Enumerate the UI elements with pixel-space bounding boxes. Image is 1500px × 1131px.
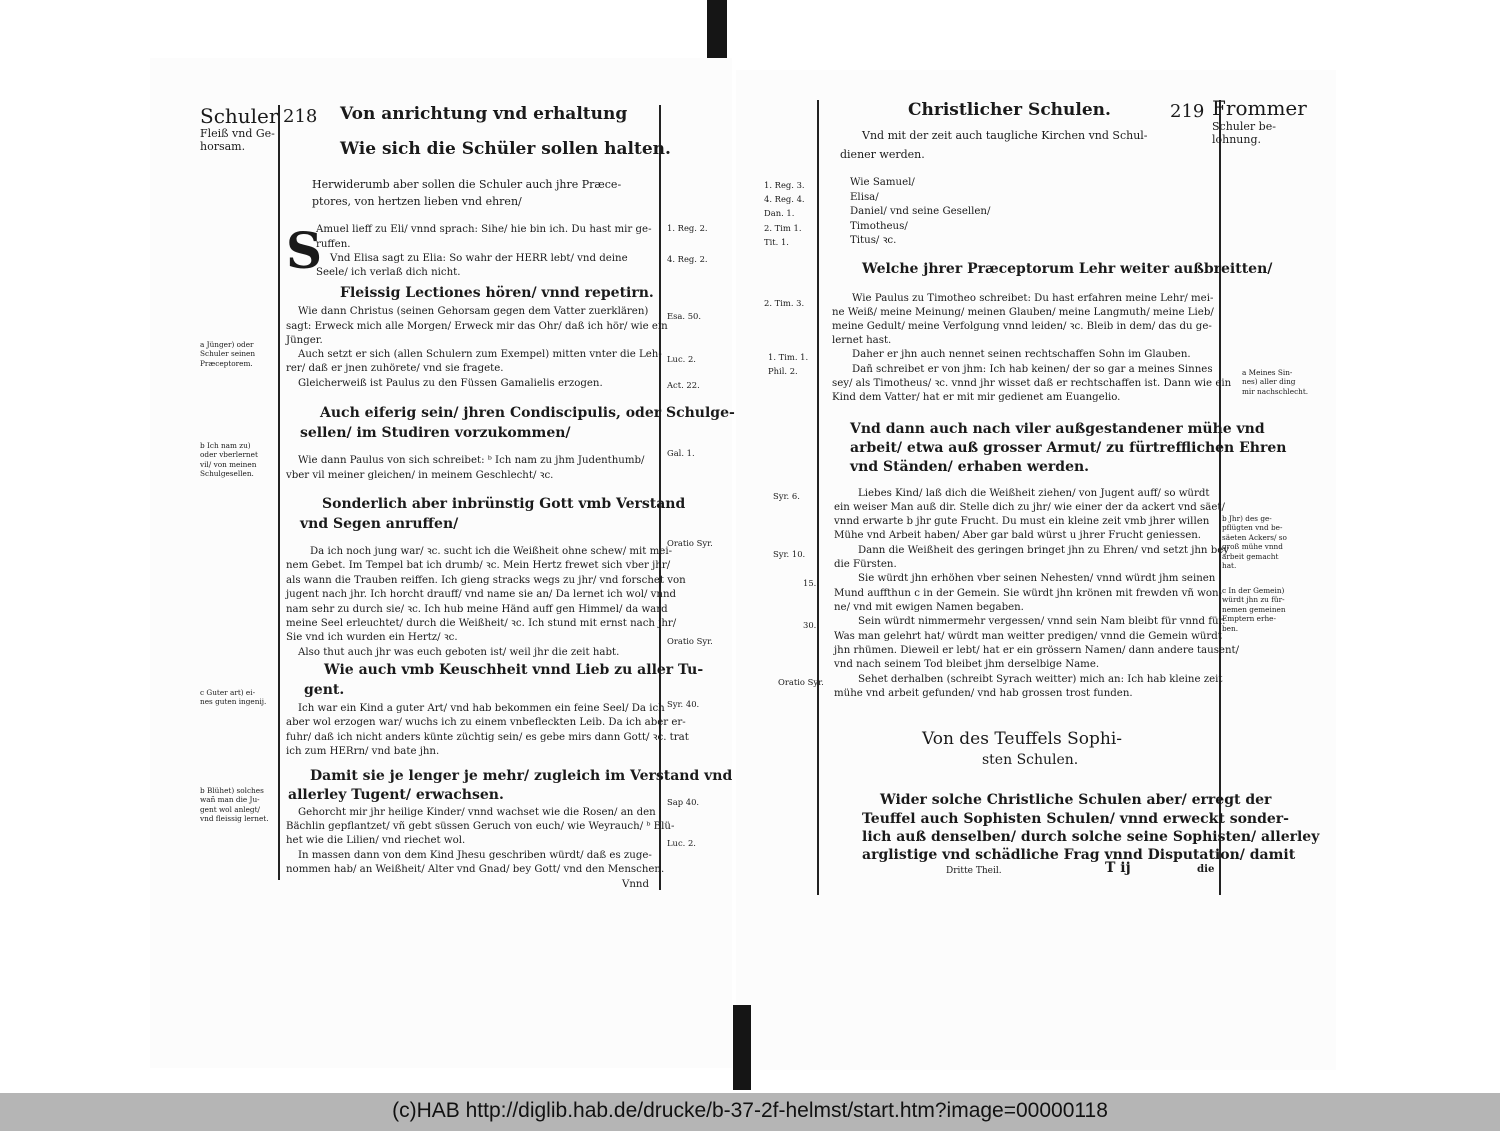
right-ref: 2. Tim 1. <box>764 223 802 233</box>
right-ref: 15. <box>803 578 817 588</box>
right-corner-sub-2: lohnung. <box>1212 133 1262 146</box>
right-intro-2: diener werden. <box>840 148 925 161</box>
syr-line-4: Mühe vnd Arbeit haben/ Aber gar bald würst u jhrer Frucht geniessen. <box>834 530 1202 541</box>
oratio-line-2: nem Gebet. Im Tempel bat ich drumb/ ꝛc. Mein Hertz frewet sich vber jhr/ <box>286 560 671 571</box>
left-note-b2: b Blühet) solches wañ man die Ju- gent wol anlegt/ vnd fleissig lernet. <box>200 786 269 824</box>
list-item: Daniel/ vnd seine Gesellen/ <box>850 206 991 217</box>
christus-line-4: Auch setzt er sich (allen Schulern zum Exempel) mitten vnter die Leh- <box>298 349 662 360</box>
right-outer-rule <box>1219 100 1221 895</box>
left-note-b: b Ich nam zu) oder vberlernet vil/ von meinen Schulgesellen. <box>200 441 258 479</box>
syr-line-15: mühe vnd arbeit gefunden/ vnd hab grossen trost funden. <box>834 688 1133 699</box>
gehorcht-line-1: Gehorcht mir jhr heilige Kinder/ vnnd wachset wie die Rosen/ an den <box>298 807 656 818</box>
paulus-line-2: vber vil meiner gleichen/ in meinem Geschlecht/ ꝛc. <box>286 470 554 481</box>
christus-line-1: Wie dann Christus (seinen Gehorsam gegen dem Vatter zuerklären) <box>298 306 649 317</box>
syr-line-8: Mund auffthun c in der Gemein. Sie würdt jhn krönen mit frewden vñ won- <box>834 588 1223 599</box>
syr-line-7: Sie würdt jhn erhöhen vber seinen Nehesten/ vnnd würdt jhm seinen <box>858 573 1216 584</box>
left-section-title: Wie sich die Schüler sollen halten. <box>340 139 671 159</box>
intro-line-2: ptores, von hertzen lieben vnd ehren/ <box>312 195 522 208</box>
heading-keuschheit-1: Wie auch vmb Keuschheit vnnd Lieb zu aller Tu- <box>324 662 704 678</box>
right-note-b: b Jhr) des ge- pflügten vnd be- säeten Ackers/ so groß mühe vnnd arbeit gemacht hat. <box>1222 514 1287 571</box>
wider-line-4: arglistige vnd schädliche Frag vnnd Disputation/ damit <box>862 847 1296 863</box>
right-running-head: Christlicher Schulen. <box>908 100 1111 120</box>
kind-line-1: Ich war ein Kind a guter Art/ vnd hab bekommen ein feine Seel/ Da ich <box>298 703 665 714</box>
list-item: Wie Samuel/ <box>850 177 915 188</box>
syr-line-6: die Fürsten. <box>834 559 897 570</box>
left-ref: Sap 40. <box>667 797 700 807</box>
wider-line-1: Wider solche Christliche Schulen aber/ erregt der <box>880 792 1272 808</box>
kind-line-3: fuhr/ daß ich nicht anders künte züchtig sein/ es gebe mirs dann Gott/ ꝛc. trat <box>286 732 689 743</box>
timo-line-6: Dañ schreibet er von jhm: Ich hab keinen/ der so gar a meines Sinnes <box>852 364 1213 375</box>
binding-shadow-bottom <box>733 1005 751 1090</box>
right-ref: Syr. 10. <box>773 549 806 559</box>
heading-teuffels-1: Von des Teuffels Sophi- <box>922 729 1122 749</box>
syr-line-2: ein weiser Man auß dir. Stelle dich zu jhr/ wie einer der da ackert vnd säet/ <box>834 502 1225 513</box>
right-page-number: 219 <box>1170 101 1205 122</box>
syr-line-11: Was man gelehrt hat/ würdt man weitter predigen/ vnnd die Gemein würdt <box>834 631 1222 642</box>
left-running-head: Von anrichtung vnd erhaltung <box>340 104 628 124</box>
heading-vnd-1: Vnd dann auch nach viler außgestandener mühe vnd <box>850 421 1265 437</box>
timo-line-5: Daher er jhn auch nennet seinen rechtschaffen Sohn im Glauben. <box>852 349 1191 360</box>
heading-fleissig: Fleissig Lectiones hören/ vnnd repetirn. <box>340 285 654 301</box>
syr-line-5: Dann die Weißheit des geringen bringet jhn zu Ehren/ vnd setzt jhn bey <box>858 545 1230 556</box>
timo-line-7: sey/ als Timotheus/ ꝛc. vnnd jhr wisset daß er rechtschaffen ist. Dann wie ein <box>832 378 1232 389</box>
heading-welche: Welche jhrer Præceptorum Lehr weiter außbreitten/ <box>862 261 1273 277</box>
heading-keuschheit-2: gent. <box>304 682 345 698</box>
oratio-line-7: Sie vnd ich wurden ein Hertz/ ꝛc. <box>286 632 458 643</box>
syr-line-10: Sein würdt nimmermehr vergessen/ vnnd sein Nam bleibt für vnnd für. <box>858 616 1226 627</box>
right-ref: Dan. 1. <box>764 208 795 218</box>
credit-url: (c)HAB http://diglib.hab.de/drucke/b-37-2f-helmst/start.htm?image=00000118 <box>392 1099 1108 1122</box>
heading-eiferig-2: sellen/ im Studiren vorzukommen/ <box>300 425 571 441</box>
samuel-line-1: Amuel lieff zu Eli/ vnnd sprach: Sihe/ hie bin ich. Du hast mir ge- <box>316 224 652 235</box>
wider-line-3: lich auß denselben/ durch solche seine Sophisten/ allerley <box>862 829 1320 845</box>
signature-mark: T ij <box>1105 860 1131 876</box>
heading-vnd-3: vnd Ständen/ erhaben werden. <box>850 459 1090 475</box>
right-ref: 2. Tim. 3. <box>764 298 805 308</box>
samuel-line-2: ruffen. <box>316 239 351 250</box>
left-ref: 1. Reg. 2. <box>667 223 708 233</box>
right-note-c: c In der Gemein) würdt jhn zu für- nemen gemeinen Emptern erhe- ben. <box>1222 586 1286 633</box>
right-ref: 4. Reg. 4. <box>764 194 805 204</box>
left-inner-rule <box>278 105 280 880</box>
right-ref: Syr. 6. <box>773 491 800 501</box>
left-ref: Oratio Syr. <box>667 538 713 548</box>
drop-cap: S <box>286 221 323 280</box>
christus-line-6: Gleicherweiß ist Paulus zu den Füssen Gamalielis erzogen. <box>298 378 603 389</box>
right-corner-sub-1: Schuler be- <box>1212 120 1276 133</box>
gehorcht-line-3: het wie die Lilien/ vnd riechet wol. <box>286 835 466 846</box>
kind-line-2: aber wol erzogen war/ wuchs ich zu einem vnbefleckten Leib. Da ich aber er- <box>286 717 686 728</box>
left-ref: Luc. 2. <box>667 354 696 364</box>
left-ref: Oratio Syr. <box>667 636 713 646</box>
heading-teuffels-2: sten Schulen. <box>982 752 1079 768</box>
binding-shadow-top <box>707 0 727 58</box>
left-ref: Gal. 1. <box>667 448 695 458</box>
syr-line-3: vnnd erwarte b jhr gute Frucht. Du must ein kleine zeit vmb jhrer willen <box>834 516 1210 527</box>
oratio-line-3: als wann die Trauben reiffen. Ich gieng stracks wegs zu jhr/ vnd forschet von <box>286 575 686 586</box>
oratio-line-4: jugent nach jhr. Ich horcht drauff/ vnd name sie an/ Da lernet ich wol/ vnnd <box>286 589 677 600</box>
syr-line-1: Liebes Kind/ laß dich die Weißheit ziehen/ von Jugent auff/ so würdt <box>858 488 1210 499</box>
left-ref: Esa. 50. <box>667 311 702 321</box>
left-note-a: a Jünger) oder Schuler seinen Præceptorem. <box>200 340 256 368</box>
right-ref: Oratio Syr. <box>778 677 824 687</box>
christus-line-2: sagt: Erweck mich alle Morgen/ Erweck mir das Ohr/ daß ich hör/ wie ein <box>286 321 668 332</box>
samuel-line-3: Vnd Elisa sagt zu Elia: So wahr der HERR lebt/ vnd deine <box>330 253 628 264</box>
left-corner-title: Schuler <box>200 104 279 128</box>
right-ref: 30. <box>803 620 817 630</box>
oratio-line-1: Da ich noch jung war/ ꝛc. sucht ich die Weißheit ohne schew/ mit mei- <box>310 546 673 557</box>
timo-line-4: lernet hast. <box>832 335 892 346</box>
list-item: Titus/ ꝛc. <box>850 235 897 246</box>
syr-line-14: Sehet derhalben (schreibt Syrach weitter) mich an: Ich hab kleine zeit <box>858 674 1223 685</box>
gehorcht-line-2: Bächlin gepflantzet/ vñ gebt süssen Geruch von euch/ wie Weyrauch/ ᵇ Blü- <box>286 821 675 832</box>
right-note-a: a Meines Sin- nes) aller ding mir nachschlecht. <box>1242 368 1309 396</box>
christus-line-5: rer/ daß er jnen zuhörete/ vnd sie fragete. <box>286 363 504 374</box>
syr-line-13: vnd nach seinem Tod bleibet jhm derselbige Name. <box>834 659 1100 670</box>
left-corner-sub-1: Fleiß vnd Ge- <box>200 127 275 140</box>
samuel-line-4: Seele/ ich verlaß dich nicht. <box>316 267 461 278</box>
left-ref: 4. Reg. 2. <box>667 254 708 264</box>
timo-line-1: Wie Paulus zu Timotheo schreibet: Du hast erfahren meine Lehr/ mei- <box>852 293 1214 304</box>
heading-damit-1: Damit sie je lenger je mehr/ zugleich im Verstand vnd <box>310 768 733 784</box>
paulus-line-1: Wie dann Paulus von sich schreibet: ᵇ Ich nam zu jhm Judenthumb/ <box>298 455 645 466</box>
timo-line-8: Kind dem Vatter/ hat er mit mir gedienet am Euangelio. <box>832 392 1121 403</box>
oratio-line-6: meine Seel erleuchtet/ durch die Weißheit/ ꝛc. Ich stund mit ernst nach jhr/ <box>286 618 677 629</box>
heading-sonderlich-2: vnd Segen anruffen/ <box>300 516 459 532</box>
heading-vnd-2: arbeit/ etwa auß grosser Armut/ zu fürtrefflichen Ehren <box>850 440 1287 456</box>
gehorcht-line-4: In massen dann von dem Kind Jhesu geschriben würdt/ daß es zuge- <box>298 850 652 861</box>
right-ref: 1. Reg. 3. <box>764 180 805 190</box>
right-corner-title: Frommer <box>1212 96 1307 120</box>
gehorcht-line-5: nommen hab/ an Weißheit/ Alter vnd Gnad/ bey Gott/ vnd den Menschen. <box>286 864 665 875</box>
left-ref: Syr. 40. <box>667 699 700 709</box>
oratio-line-5: nam sehr zu durch sie/ ꝛc. Ich hub meine Händ auff gen Himmel/ da ward <box>286 604 668 615</box>
left-corner-sub-2: horsam. <box>200 140 246 153</box>
left-ref: Luc. 2. <box>667 838 696 848</box>
left-note-c: c Guter art) ei- nes guten ingenij. <box>200 688 267 707</box>
christus-line-3: Jünger. <box>286 335 323 346</box>
timo-line-2: ne Weiß/ meine Meinung/ meinen Glauben/ meine Langmuth/ meine Lieb/ <box>832 307 1214 318</box>
syr-line-9: ne/ vnd mit ewigen Namen begaben. <box>834 602 1024 613</box>
right-catchword: die <box>1197 863 1215 875</box>
right-ref: Tit. 1. <box>764 237 789 247</box>
syr-line-12: jhn rhümen. Dieweil er lebt/ hat er ein grössern Namen/ dann andere tausent/ <box>834 645 1240 656</box>
right-footer-label: Dritte Theil. <box>946 866 1002 876</box>
list-item: Elisa/ <box>850 192 879 203</box>
wider-line-2: Teuffel auch Sophisten Schulen/ vnnd erweckt sonder- <box>862 811 1289 827</box>
right-ref: Phil. 2. <box>768 366 798 376</box>
left-ref: Act. 22. <box>667 380 700 390</box>
kind-line-4: ich zum HERrn/ vnd bate jhn. <box>286 746 440 757</box>
right-ref: 1. Tim. 1. <box>768 352 809 362</box>
left-catchword: Vnnd <box>622 879 650 890</box>
heading-damit-2: allerley Tugent/ erwachsen. <box>288 787 504 803</box>
oratio-line-8: Also thut auch jhr was euch geboten ist/ weil jhr die zeit habt. <box>298 647 620 658</box>
timo-line-3: meine Gedult/ meine Verfolgung vnnd leiden/ ꝛc. Bleib in dem/ das du ge- <box>832 321 1212 332</box>
left-page-number: 218 <box>283 106 318 127</box>
right-inner-rule <box>817 100 819 895</box>
heading-eiferig-1: Auch eiferig sein/ jhren Condiscipulis, oder Schulge- <box>320 405 735 421</box>
right-intro-1: Vnd mit der zeit auch taugliche Kirchen vnd Schul- <box>862 129 1148 142</box>
list-item: Timotheus/ <box>850 221 908 232</box>
intro-line-1: Herwiderumb aber sollen die Schuler auch jhre Præce- <box>312 178 622 191</box>
heading-sonderlich-1: Sonderlich aber inbrünstig Gott vmb Verstand <box>322 496 686 512</box>
